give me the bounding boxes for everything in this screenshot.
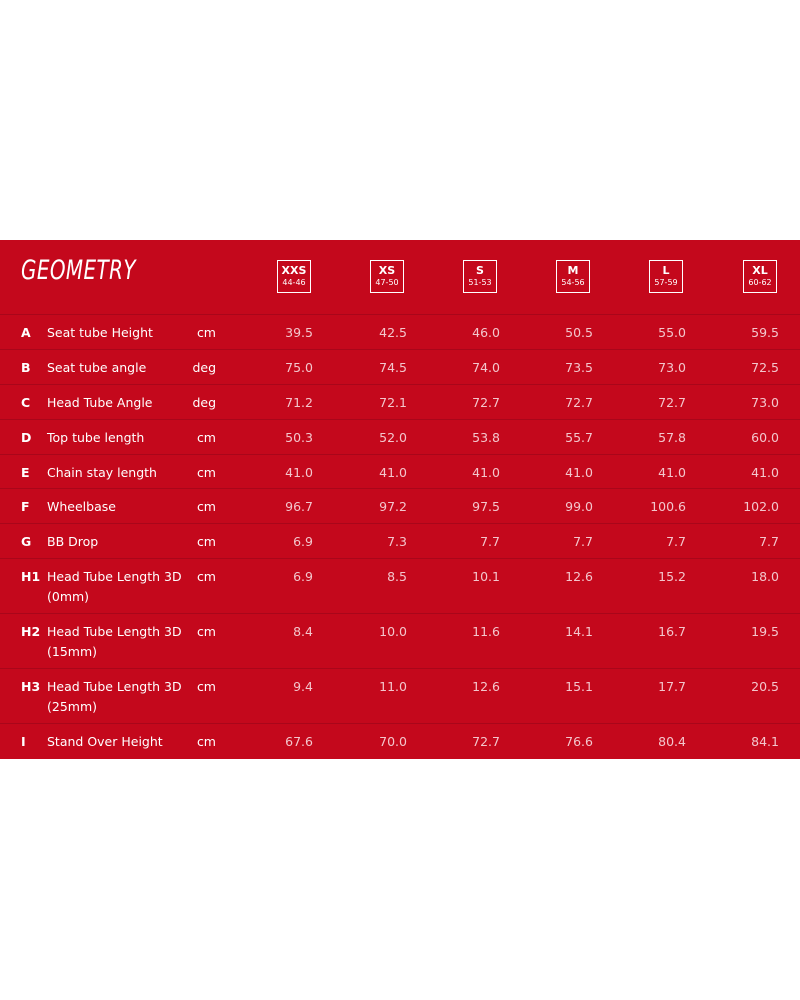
size-label: XS	[378, 264, 396, 277]
row-value: 18.0	[751, 569, 779, 584]
row-value: 7.7	[759, 534, 779, 549]
row-value: 75.0	[285, 360, 313, 375]
row-value: 72.7	[472, 395, 500, 410]
row-parameter: Wheelbase	[47, 499, 116, 514]
table-row	[0, 314, 800, 349]
row-value: 60.0	[751, 430, 779, 445]
row-value: 50.5	[565, 325, 593, 340]
row-letter: E	[21, 465, 30, 480]
row-parameter: Head Tube Angle	[47, 395, 153, 410]
row-unit: cm	[196, 734, 216, 749]
row-value: 6.9	[293, 534, 313, 549]
row-value: 52.0	[379, 430, 407, 445]
size-column-header	[370, 260, 404, 293]
size-range: 51-53	[468, 278, 492, 287]
table-row	[0, 558, 800, 613]
row-value: 73.0	[658, 360, 686, 375]
row-letter: C	[21, 395, 31, 410]
size-column-header	[649, 260, 683, 293]
row-value: 97.5	[472, 499, 500, 514]
row-unit: cm	[196, 534, 216, 549]
geometry-title: GEOMETRY	[21, 255, 136, 286]
row-value: 46.0	[472, 325, 500, 340]
row-letter: H3	[21, 679, 41, 694]
row-value: 73.5	[565, 360, 593, 375]
row-unit: cm	[196, 679, 216, 694]
size-column-header	[463, 260, 497, 293]
table-row	[0, 613, 800, 668]
table-row	[0, 419, 800, 454]
row-value: 12.6	[472, 679, 500, 694]
row-letter: H1	[21, 569, 41, 584]
row-letter: I	[21, 734, 26, 749]
row-unit: cm	[196, 569, 216, 584]
row-value: 72.7	[565, 395, 593, 410]
row-value: 10.0	[379, 624, 407, 639]
row-value: 72.1	[379, 395, 407, 410]
row-value: 71.2	[285, 395, 313, 410]
row-value: 11.0	[379, 679, 407, 694]
size-range: 44-46	[282, 278, 306, 287]
row-value: 10.1	[472, 569, 500, 584]
row-value: 12.6	[565, 569, 593, 584]
row-unit: cm	[196, 499, 216, 514]
size-column-header	[277, 260, 311, 293]
table-row	[0, 668, 800, 723]
row-value: 55.0	[658, 325, 686, 340]
row-value: 16.7	[658, 624, 686, 639]
row-value: 55.7	[565, 430, 593, 445]
row-value: 57.8	[658, 430, 686, 445]
table-row	[0, 488, 800, 523]
row-value: 7.7	[480, 534, 500, 549]
size-label: S	[476, 264, 484, 277]
row-value: 41.0	[658, 465, 686, 480]
row-value: 8.4	[293, 624, 313, 639]
row-value: 7.3	[387, 534, 407, 549]
row-value: 100.6	[650, 499, 686, 514]
size-range: 57-59	[654, 278, 678, 287]
row-value: 41.0	[379, 465, 407, 480]
row-value: 76.6	[565, 734, 593, 749]
row-value: 11.6	[472, 624, 500, 639]
size-column-header	[556, 260, 590, 293]
row-value: 84.1	[751, 734, 779, 749]
row-letter: F	[21, 499, 30, 514]
table-row	[0, 384, 800, 419]
row-parameter: Chain stay length	[47, 465, 157, 480]
row-parameter: Head Tube Length 3D (0mm)	[47, 569, 182, 604]
row-value: 74.5	[379, 360, 407, 375]
row-value: 72.7	[472, 734, 500, 749]
size-column-header	[743, 260, 777, 293]
table-row	[0, 723, 800, 759]
row-unit: deg	[192, 395, 216, 410]
row-value: 72.7	[658, 395, 686, 410]
row-value: 14.1	[565, 624, 593, 639]
row-unit: cm	[196, 624, 216, 639]
size-label: XXS	[281, 264, 307, 277]
row-letter: A	[21, 325, 31, 340]
row-value: 99.0	[565, 499, 593, 514]
row-value: 50.3	[285, 430, 313, 445]
table-row	[0, 454, 800, 488]
row-parameter: Seat tube Height	[47, 325, 153, 340]
row-value: 39.5	[285, 325, 313, 340]
row-value: 41.0	[285, 465, 313, 480]
size-range: 47-50	[375, 278, 399, 287]
row-value: 9.4	[293, 679, 313, 694]
row-value: 102.0	[743, 499, 779, 514]
row-parameter: Head Tube Length 3D (25mm)	[47, 679, 182, 714]
row-value: 53.8	[472, 430, 500, 445]
row-unit: cm	[196, 430, 216, 445]
row-unit: cm	[196, 325, 216, 340]
size-label: L	[662, 264, 670, 277]
row-value: 74.0	[472, 360, 500, 375]
row-letter: G	[21, 534, 32, 549]
size-label: M	[567, 264, 579, 277]
row-parameter: Top tube length	[47, 430, 145, 445]
row-letter: D	[21, 430, 32, 445]
row-value: 73.0	[751, 395, 779, 410]
row-value: 97.2	[379, 499, 407, 514]
row-value: 8.5	[387, 569, 407, 584]
row-parameter: Head Tube Length 3D (15mm)	[47, 624, 182, 659]
row-value: 80.4	[658, 734, 686, 749]
row-value: 20.5	[751, 679, 779, 694]
row-value: 72.5	[751, 360, 779, 375]
row-value: 59.5	[751, 325, 779, 340]
row-value: 41.0	[751, 465, 779, 480]
row-value: 96.7	[285, 499, 313, 514]
row-letter: H2	[21, 624, 41, 639]
row-value: 70.0	[379, 734, 407, 749]
row-value: 17.7	[658, 679, 686, 694]
row-value: 15.2	[658, 569, 686, 584]
row-unit: cm	[196, 465, 216, 480]
row-value: 15.1	[565, 679, 593, 694]
row-value: 6.9	[293, 569, 313, 584]
row-value: 19.5	[751, 624, 779, 639]
row-letter: B	[21, 360, 31, 375]
row-value: 42.5	[379, 325, 407, 340]
table-row	[0, 523, 800, 558]
size-range: 54-56	[561, 278, 585, 287]
row-value: 67.6	[285, 734, 313, 749]
row-value: 41.0	[472, 465, 500, 480]
size-range: 60-62	[748, 278, 772, 287]
size-label: XL	[752, 264, 768, 277]
row-parameter: Seat tube angle	[47, 360, 147, 375]
row-value: 7.7	[573, 534, 593, 549]
row-value: 41.0	[565, 465, 593, 480]
row-parameter: BB Drop	[47, 534, 99, 549]
row-value: 7.7	[666, 534, 686, 549]
row-parameter: Stand Over Height	[47, 734, 163, 749]
row-unit: deg	[192, 360, 216, 375]
table-row	[0, 349, 800, 384]
